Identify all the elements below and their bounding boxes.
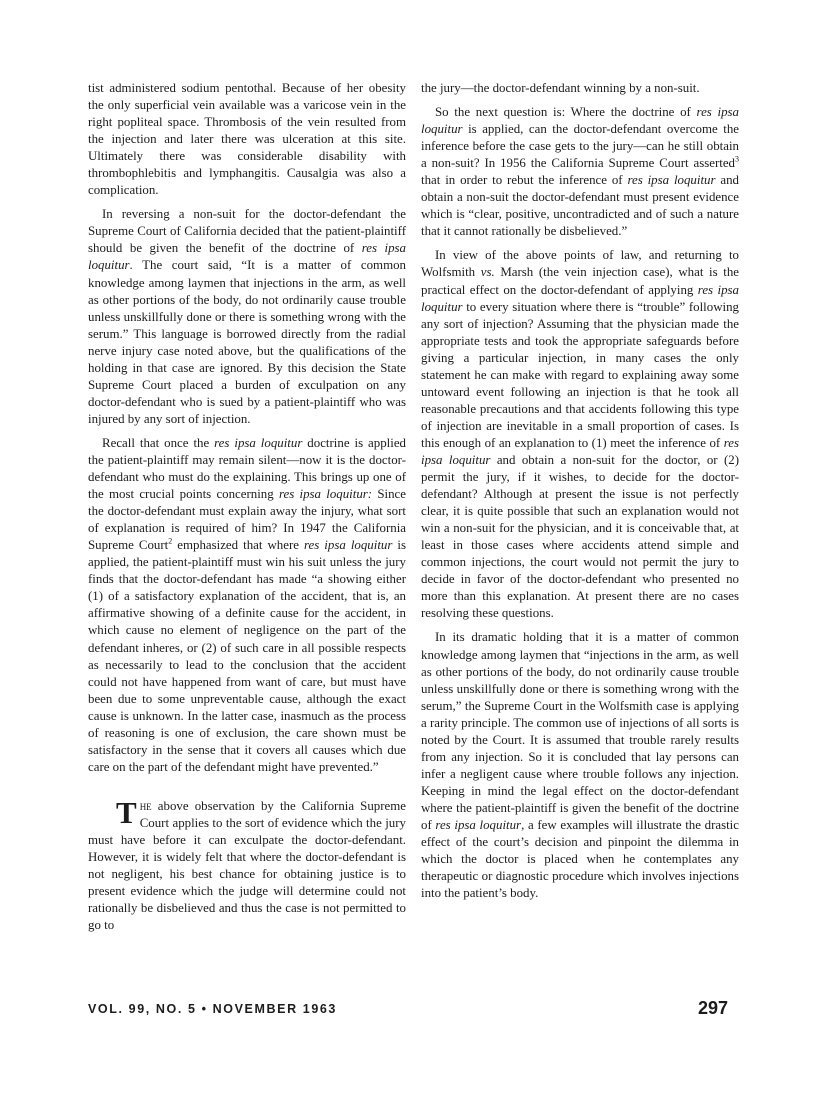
legal-term: res ipsa loquitur — [214, 435, 303, 450]
paragraph — [421, 104, 739, 240]
paragraph — [421, 247, 739, 622]
paragraph-text: is applied, the patient-plaintiff must win his suit unless the jury finds that the doctor-defendant has made “a showing either (1) of a satisfactory explanation of the accident, that is, an affirmative showing of a definite cause for the accident, in which cause no element of negligence on the part of the defendant inheres, or (2) of such care in all possible respects as necessarily to lead to the conclusion that the accident could not have happened from want of care, but must have been due to some unpreventable cause, although the exact cause is unknown. In the latter case, inasmuch as the process of reasoning is one of exclusion, the care shown must be satisfactory in the sense that it covers all causes which due care on the part of the defendant might have prevented.” — [88, 538, 406, 774]
footnote-reference: 3 — [735, 154, 739, 164]
left-column — [88, 80, 406, 941]
paragraph-text: , a few examples will illustrate the drastic effect of the court’s decision and pinpoint the dilemma in which the doctor is placed when he contemplates any therapeutic or diagnostic procedure which involves injections into the patient’s body. — [421, 817, 739, 901]
legal-term: res ipsa loquitur — [421, 282, 739, 314]
legal-term: res ipsa loquitur — [88, 241, 406, 273]
legal-term: res ipsa loquitur — [421, 105, 739, 137]
drop-cap: T — [116, 794, 137, 830]
paragraph-text: above observation by the California Supreme Court applies to the sort of evidence which the jury must have before it can exculpate the doctor-defendant. However, it is widely felt that where the doctor-defendant is not negligent, his best chance for obtaining justice is to present evidence which the judge will determine could not rationally be disbelieved and thus the case is not permitted to go to — [88, 798, 406, 933]
paragraph-text: is applied, can the doctor-defendant overcome the inference before the case gets to the jury—can he still obtain a non-suit? In 1956 the California Supreme Court asserted — [421, 122, 739, 171]
legal-term: res ipsa loquitur — [304, 538, 393, 553]
paragraph-text: Since the doctor-defendant must explain away the injury, what sort of explanation is required of him? In 1947 the California Supreme Court — [88, 487, 406, 553]
footnote-reference: 2 — [168, 536, 173, 546]
paragraph-text: to every situation where there is “trouble” following any sort of injection? Assuming that the physician made the appropriate tests and took the appropriate safeguards before giving a particular injection, in many cases the only statement he can make with regard to explaining away some untoward event following an injection is that he took all reasonable precautions and that accidents following this type of injection are inevitable in a small proportion of cases. Is this enough of an explanation to (1) meet the inference of — [421, 299, 739, 450]
case-versus: vs. — [480, 265, 495, 280]
right-column — [421, 80, 739, 909]
paragraph-text: In view of the above points of law, and returning to Wolfsmith — [421, 248, 739, 280]
paragraph — [88, 80, 406, 199]
paragraph-text: doctrine is applied the patient-plaintiff may remain silent—now it is the doctor-defendant who must do the explaining. This brings up one of the most crucial points concerning — [88, 435, 406, 502]
legal-term: res ipsa loquitur — [421, 435, 739, 467]
paragraph — [421, 80, 739, 97]
paragraph — [88, 206, 406, 428]
page-number: 297 — [697, 998, 728, 1018]
paragraph-text: In reversing a non-suit for the doctor-defendant the Supreme Court of California decided that the patient-plaintiff should be given the benefit of the doctrine of — [88, 207, 406, 256]
paragraph-text: that in order to rebut the inference of — [421, 173, 628, 188]
paragraph-text: Recall that once the — [102, 435, 215, 450]
page-footer — [88, 998, 728, 1022]
paragraph-text: emphasized that where — [172, 538, 304, 553]
paragraph — [421, 629, 739, 902]
paragraph-text: Marsh (the vein injection case), what is the practical effect on the doctor-defendant of applying — [421, 265, 740, 297]
paragraph-text: and obtain a non-suit for the doctor, or (2) permit the jury, if it wishes, to decide for the doctor-defendant? Although at present the issue is not perfectly clear, it is quite possible that such an explanation would not win a non-suit for the physician, and it is conceivable that, at least in those cases where accidents attend simple and common injections, the court would not permit the jury to decide in favor of the doctor-defendant who presented no more than this explanation. At present there are no cases resolving these questions. — [421, 452, 739, 621]
journal-reference: VOL. 99, NO. 5 • NOVEMBER 1963 — [88, 1002, 337, 1016]
paragraph-text: . The court said, “It is a matter of common knowledge among laymen that injections in the arm, as well as other portions of the body, do not ordinarily cause trouble unless unskillfully done or there is something wrong with the serum.” This language is borrowed directly from the radial nerve injury case noted above, but the qualifications of the holding in that case are ignored. By this decision the State Supreme Court placed a burden of exculpation on any doctor-defendant who is sued by a patient-plaintiff who was injured by any sort of injection. — [88, 258, 406, 426]
paragraph — [88, 435, 406, 776]
legal-term: res ipsa loquitur — [627, 173, 716, 188]
legal-term: res ipsa loquitur: — [278, 487, 373, 502]
legal-term: res ipsa loquitur — [435, 817, 522, 832]
paragraph-text: In its dramatic holding that it is a matter of common knowledge among laymen that “injections in the arm, as well as other portions of the body, do not ordinarily cause trouble unless unskillfully done or there is something wrong with the serum,” the Supreme Court in the Wolfsmith case is applying a rarity principle. The common use of injections of all sorts is noted by the Court. It is assumed that trouble rarely results from any injection. So it is concluded that lay persons can infer a negligent cause where trouble follows any injection. Keeping in mind the legal effect on the doctor-defendant where the patient-plaintiff is given the benefit of the doctrine of — [421, 630, 739, 832]
small-caps-lead: he — [139, 798, 152, 813]
section-opening-paragraph — [88, 794, 406, 934]
paragraph-text: the jury—the doctor-defendant winning by a non-suit. — [421, 81, 700, 95]
paragraph-text: So the next question is: Where the doctrine of — [435, 105, 697, 120]
paragraph-text: tist administered sodium pentothal. Because of her obesity the only superficial vein available was a varicose vein in the right popliteal space. Thrombosis of the vein resulted from the injection and later there was ulceration at this site. Ultimately there was considerable disability with thrombophlebitis and lymphangitis. Causalgia was also a complication. — [88, 81, 406, 198]
paragraph-text: and obtain a non-suit the doctor-defendant must present evidence which is “clear, positive, uncontradicted and of such a nature that it cannot rationally be disbelieved.” — [421, 173, 739, 239]
